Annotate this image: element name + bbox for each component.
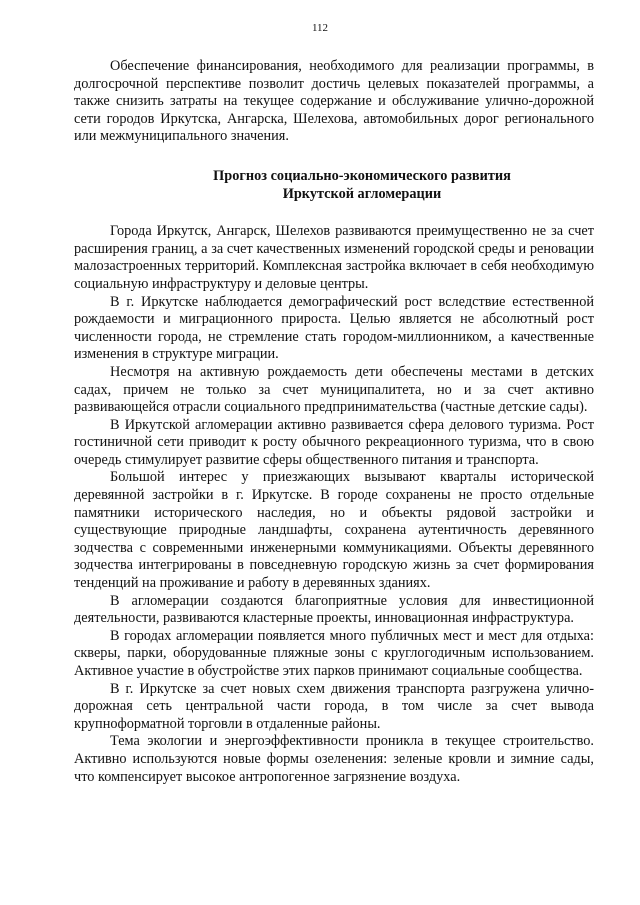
body-paragraph: В г. Иркутске за счет новых схем движения транспорта разгружена улично-дорожная сеть центральной части города, в том числе за счет вывода крупноформатной торговли в отдаленные районы.	[74, 680, 594, 732]
body-paragraph: Города Иркутск, Ангарск, Шелехов развиваются преимущественно не за счет расширения границ, а за счет качественных изменений городской среды и реновации малозастроенных территорий. Комплексная застройка включает в себя необходимую социальную инфраструктуру и деловые центры.	[74, 223, 594, 292]
page-number: 112	[311, 22, 329, 34]
body-paragraph: Большой интерес у приезжающих вызывают кварталы исторической деревянной застройки в г. Иркутске. В городе сохранены не просто отдельные памятники исторического наследия, но и объекты рядовой застройки и существующие природные ландшафты, сохранена аутентичность деревянного зодчества с современными инженерными коммуникациями. Объекты деревянного зодчества интегрированы в повседневную городскую жизнь за счет формирования тенденций на проживание и работу в деревянных зданиях.	[74, 469, 594, 592]
body-paragraph: Тема экологии и энергоэффективности проникла в текущее строительство. Активно используются новые формы озеленения: зеленые кровли и зимние сады, что компенсирует высокое антропогенное загрязнение воздуха.	[74, 733, 594, 785]
section-title-line-2: Иркутской агломерации	[282, 185, 442, 202]
body-paragraph: В г. Иркутске наблюдается демографический рост вследствие естественной рождаемости и миграционного прироста. Целью является не абсолютный рост численности города, не стремление стать городом-миллионником, а качественные изменения в структуре миграции.	[74, 293, 594, 363]
body-paragraph: В агломерации создаются благоприятные условия для инвестиционной деятельности, развиваются кластерные проекты, инновационная инфраструктура.	[74, 592, 594, 627]
body-paragraph: Несмотря на активную рождаемость дети обеспечены местами в детских садах, причем не только за счет муниципалитета, но и за счет активно развивающейся отрасли социального предпринимательства (частные детские сады).	[74, 363, 594, 416]
intro-paragraph: Обеспечение финансирования, необходимого для реализации программы, в долгосрочной перспективе позволит достичь целевых показателей программы, а также снизить затраты на текущее содержание и обслуживание улично-дорожной сети городов Иркутска, Ангарска, Шелехова, автомобильных дорог регионального или межмуниципального значения.	[74, 58, 594, 145]
body-paragraph: В Иркутской агломерации активно развивается сфера делового туризма. Рост гостиничной сети приводит к росту обычного рекреационного туризма, что в свою очередь стимулирует развитие сферы общественного питания и транспорта.	[74, 416, 594, 468]
section-title-line-1: Прогноз социально-экономического развития	[213, 167, 511, 184]
section-heading	[74, 168, 594, 203]
body-paragraph: В городах агломерации появляется много публичных мест и мест для отдыха: скверы, парки, оборудованные пляжные зоны с круглогодичным использованием. Активное участие в обустройстве этих парков принимают социальные сообщества.	[74, 627, 594, 679]
document-body	[74, 58, 594, 786]
